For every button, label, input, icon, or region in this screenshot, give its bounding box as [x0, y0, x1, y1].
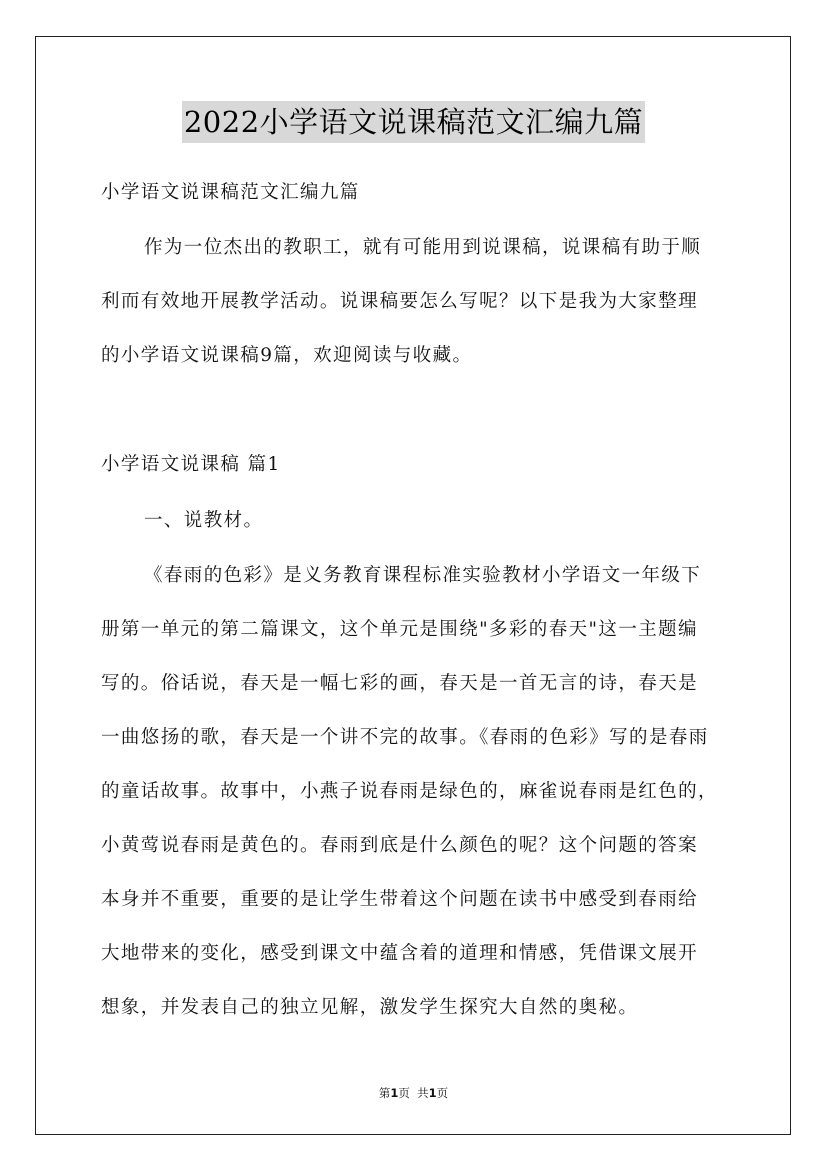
- total-pages: 1: [428, 1086, 437, 1100]
- body-line-9: 想象，并发表自己的独立见解，激发学生探究大自然的奥秘。: [101, 997, 639, 1018]
- total-label-suffix: 页: [436, 1086, 449, 1100]
- body-line-6: 小黄莺说春雨是黄色的。春雨到底是什么颜色的呢？这个问题的答案: [101, 835, 699, 856]
- body-line-3: 写的。俗话说，春天是一幅七彩的画，春天是一首无言的诗，春天是: [101, 673, 699, 694]
- title-container: [0, 101, 827, 143]
- total-label-prefix: 共: [417, 1086, 429, 1100]
- page-number: 1: [390, 1086, 399, 1100]
- document-title: 2022小学语文说课稿范文汇编九篇: [182, 101, 645, 143]
- body-line-4: 一曲悠扬的歌，春天是一个讲不完的故事。《春雨的色彩》写的是春雨: [101, 727, 709, 748]
- page-label-prefix: 第: [378, 1086, 391, 1100]
- intro-line-1: 作为一位杰出的教职工，就有可能用到说课稿，说课稿有助于顺: [144, 237, 702, 258]
- body-line-5: 的童话故事。故事中，小燕子说春雨是绿色的，麻雀说春雨是红色的，: [101, 781, 718, 802]
- subheading: 一、说教材。: [144, 510, 264, 531]
- body-line-2: 册第一单元的第二篇课文，这个单元是围绕"多彩的春天"这一主题编: [101, 619, 698, 640]
- section-heading: 小学语文说课稿 篇1: [101, 454, 281, 475]
- page-footer: [0, 1085, 827, 1101]
- document-subtitle: 小学语文说课稿范文汇编九篇: [101, 182, 360, 203]
- body-line-1: 《春雨的色彩》是义务教育课程标准实验教材小学语文一年级下: [144, 565, 702, 586]
- intro-line-2: 利而有效地开展教学活动。说课稿要怎么写呢？以下是我为大家整理: [101, 291, 699, 312]
- body-line-8: 大地带来的变化，感受到课文中蕴含着的道理和情感，凭借课文展开: [101, 943, 699, 964]
- body-line-7: 本身并不重要，重要的是让学生带着这个问题在读书中感受到春雨给: [101, 889, 699, 910]
- intro-line-3: 的小学语文说课稿9篇，欢迎阅读与收藏。: [101, 345, 473, 366]
- page-label-suffix: 页: [398, 1086, 410, 1100]
